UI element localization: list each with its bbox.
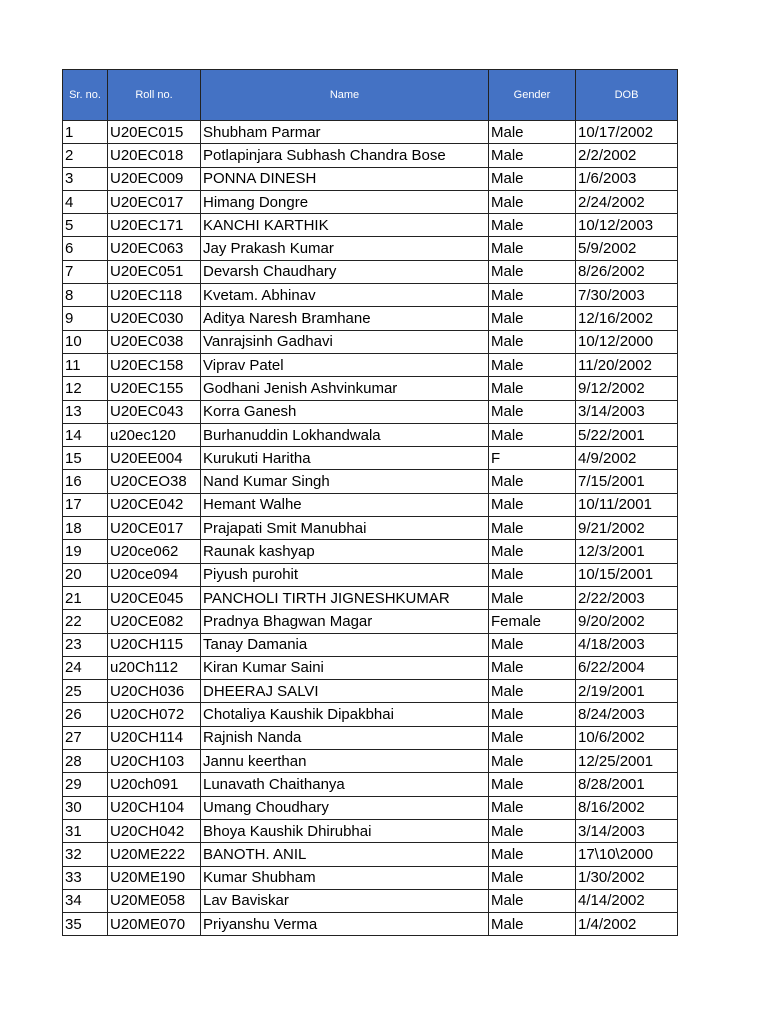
cell-sr-no: 18 (63, 517, 108, 540)
cell-sr-no: 2 (63, 144, 108, 167)
cell-gender: Male (489, 330, 576, 353)
cell-name: PANCHOLI TIRTH JIGNESHKUMAR (201, 586, 489, 609)
table-row (63, 889, 678, 912)
cell-dob: 8/16/2002 (576, 796, 678, 819)
cell-dob: 3/14/2003 (576, 819, 678, 842)
cell-roll-no: U20EC063 (108, 237, 201, 260)
cell-gender: Male (489, 214, 576, 237)
cell-name: Chotaliya Kaushik Dipakbhai (201, 703, 489, 726)
table-row (63, 796, 678, 819)
cell-roll-no: U20EC038 (108, 330, 201, 353)
cell-sr-no: 19 (63, 540, 108, 563)
table-header (63, 70, 678, 121)
table-row (63, 913, 678, 936)
cell-gender: Male (489, 144, 576, 167)
cell-sr-no: 25 (63, 680, 108, 703)
table-row (63, 377, 678, 400)
table-row (63, 423, 678, 446)
cell-sr-no: 23 (63, 633, 108, 656)
table-row (63, 750, 678, 773)
table-body (63, 121, 678, 936)
cell-dob: 8/26/2002 (576, 260, 678, 283)
cell-roll-no: U20ME058 (108, 889, 201, 912)
table-row (63, 330, 678, 353)
cell-roll-no: U20ch091 (108, 773, 201, 796)
cell-dob: 2/2/2002 (576, 144, 678, 167)
table-row (63, 517, 678, 540)
cell-dob: 9/12/2002 (576, 377, 678, 400)
table-row (63, 610, 678, 633)
table-row (63, 307, 678, 330)
cell-sr-no: 9 (63, 307, 108, 330)
cell-gender: Male (489, 750, 576, 773)
table-row (63, 237, 678, 260)
cell-sr-no: 11 (63, 353, 108, 376)
table-row (63, 843, 678, 866)
cell-name: Kvetam. Abhinav (201, 284, 489, 307)
cell-gender: Male (489, 540, 576, 563)
cell-name: Tanay Damania (201, 633, 489, 656)
cell-name: Kurukuti Haritha (201, 447, 489, 470)
cell-name: Godhani Jenish Ashvinkumar (201, 377, 489, 400)
cell-roll-no: U20CH103 (108, 750, 201, 773)
cell-sr-no: 8 (63, 284, 108, 307)
cell-dob: 2/19/2001 (576, 680, 678, 703)
cell-sr-no: 7 (63, 260, 108, 283)
cell-dob: 12/3/2001 (576, 540, 678, 563)
cell-sr-no: 31 (63, 819, 108, 842)
cell-roll-no: U20CH036 (108, 680, 201, 703)
cell-sr-no: 34 (63, 889, 108, 912)
cell-name: Raunak kashyap (201, 540, 489, 563)
cell-dob: 10/15/2001 (576, 563, 678, 586)
cell-gender: Male (489, 470, 576, 493)
cell-sr-no: 15 (63, 447, 108, 470)
table-row (63, 633, 678, 656)
cell-dob: 9/20/2002 (576, 610, 678, 633)
cell-sr-no: 26 (63, 703, 108, 726)
cell-dob: 10/12/2003 (576, 214, 678, 237)
table-row (63, 656, 678, 679)
cell-dob: 9/21/2002 (576, 517, 678, 540)
cell-dob: 4/14/2002 (576, 889, 678, 912)
table-row (63, 773, 678, 796)
cell-sr-no: 14 (63, 423, 108, 446)
header-roll-no: Roll no. (108, 70, 201, 121)
cell-dob: 7/30/2003 (576, 284, 678, 307)
cell-roll-no: U20CE042 (108, 493, 201, 516)
cell-dob: 10/12/2000 (576, 330, 678, 353)
cell-gender: F (489, 447, 576, 470)
cell-dob: 8/24/2003 (576, 703, 678, 726)
cell-roll-no: U20EC043 (108, 400, 201, 423)
cell-name: Jay Prakash Kumar (201, 237, 489, 260)
cell-dob: 2/24/2002 (576, 190, 678, 213)
cell-name: Aditya Naresh Bramhane (201, 307, 489, 330)
table-row (63, 167, 678, 190)
cell-name: Rajnish Nanda (201, 726, 489, 749)
cell-gender: Male (489, 377, 576, 400)
cell-dob: 1/4/2002 (576, 913, 678, 936)
cell-sr-no: 5 (63, 214, 108, 237)
cell-gender: Male (489, 284, 576, 307)
cell-name: Umang Choudhary (201, 796, 489, 819)
cell-roll-no: U20CEO38 (108, 470, 201, 493)
cell-dob: 11/20/2002 (576, 353, 678, 376)
cell-gender: Male (489, 563, 576, 586)
cell-name: Devarsh Chaudhary (201, 260, 489, 283)
cell-roll-no: U20EC158 (108, 353, 201, 376)
cell-roll-no: U20ce094 (108, 563, 201, 586)
table-row (63, 121, 678, 144)
header-name: Name (201, 70, 489, 121)
cell-dob: 17\10\2000 (576, 843, 678, 866)
cell-gender: Male (489, 423, 576, 446)
cell-roll-no: u20Ch112 (108, 656, 201, 679)
cell-sr-no: 24 (63, 656, 108, 679)
cell-gender: Male (489, 913, 576, 936)
cell-roll-no: U20EC171 (108, 214, 201, 237)
cell-gender: Male (489, 656, 576, 679)
cell-roll-no: U20CH042 (108, 819, 201, 842)
cell-dob: 12/16/2002 (576, 307, 678, 330)
header-row (63, 70, 678, 121)
cell-gender: Male (489, 260, 576, 283)
cell-dob: 2/22/2003 (576, 586, 678, 609)
table-row (63, 214, 678, 237)
table-row (63, 680, 678, 703)
cell-sr-no: 22 (63, 610, 108, 633)
cell-gender: Male (489, 190, 576, 213)
cell-gender: Male (489, 866, 576, 889)
cell-sr-no: 6 (63, 237, 108, 260)
cell-sr-no: 21 (63, 586, 108, 609)
student-table (62, 69, 678, 936)
cell-roll-no: U20EE004 (108, 447, 201, 470)
cell-roll-no: U20EC118 (108, 284, 201, 307)
cell-name: Himang Dongre (201, 190, 489, 213)
table-row (63, 819, 678, 842)
header-sr-no: Sr. no. (63, 70, 108, 121)
cell-roll-no: U20CE017 (108, 517, 201, 540)
cell-dob: 8/28/2001 (576, 773, 678, 796)
cell-gender: Male (489, 400, 576, 423)
cell-name: Vanrajsinh Gadhavi (201, 330, 489, 353)
cell-name: Potlapinjara Subhash Chandra Bose (201, 144, 489, 167)
cell-gender: Male (489, 517, 576, 540)
cell-name: Hemant Walhe (201, 493, 489, 516)
cell-sr-no: 3 (63, 167, 108, 190)
cell-roll-no: U20CH104 (108, 796, 201, 819)
cell-roll-no: U20ME222 (108, 843, 201, 866)
cell-gender: Male (489, 889, 576, 912)
cell-sr-no: 16 (63, 470, 108, 493)
cell-gender: Male (489, 586, 576, 609)
cell-name: Prajapati Smit Manubhai (201, 517, 489, 540)
cell-name: Viprav Patel (201, 353, 489, 376)
cell-name: Kiran Kumar Saini (201, 656, 489, 679)
cell-roll-no: U20ce062 (108, 540, 201, 563)
table-row (63, 144, 678, 167)
cell-sr-no: 28 (63, 750, 108, 773)
cell-gender: Male (489, 633, 576, 656)
cell-roll-no: U20CH114 (108, 726, 201, 749)
cell-sr-no: 17 (63, 493, 108, 516)
cell-gender: Male (489, 167, 576, 190)
cell-roll-no: U20CE045 (108, 586, 201, 609)
cell-dob: 5/22/2001 (576, 423, 678, 446)
cell-gender: Male (489, 819, 576, 842)
cell-name: DHEERAJ SALVI (201, 680, 489, 703)
table-row (63, 284, 678, 307)
cell-roll-no: U20EC030 (108, 307, 201, 330)
cell-sr-no: 27 (63, 726, 108, 749)
table-row (63, 563, 678, 586)
cell-roll-no: U20CH072 (108, 703, 201, 726)
table-row (63, 703, 678, 726)
cell-name: PONNA DINESH (201, 167, 489, 190)
cell-sr-no: 1 (63, 121, 108, 144)
cell-name: Jannu keerthan (201, 750, 489, 773)
cell-gender: Male (489, 353, 576, 376)
cell-name: KANCHI KARTHIK (201, 214, 489, 237)
table-row (63, 260, 678, 283)
cell-name: Priyanshu Verma (201, 913, 489, 936)
cell-name: Pradnya Bhagwan Magar (201, 610, 489, 633)
table-row (63, 726, 678, 749)
cell-name: Bhoya Kaushik Dhirubhai (201, 819, 489, 842)
table-row (63, 493, 678, 516)
cell-name: Lunavath Chaithanya (201, 773, 489, 796)
cell-sr-no: 20 (63, 563, 108, 586)
cell-dob: 6/22/2004 (576, 656, 678, 679)
cell-dob: 12/25/2001 (576, 750, 678, 773)
cell-roll-no: U20EC009 (108, 167, 201, 190)
cell-roll-no: U20EC051 (108, 260, 201, 283)
cell-name: BANOTH. ANIL (201, 843, 489, 866)
cell-dob: 5/9/2002 (576, 237, 678, 260)
cell-sr-no: 29 (63, 773, 108, 796)
cell-dob: 1/6/2003 (576, 167, 678, 190)
cell-gender: Male (489, 843, 576, 866)
cell-dob: 10/11/2001 (576, 493, 678, 516)
table-row (63, 540, 678, 563)
cell-dob: 7/15/2001 (576, 470, 678, 493)
cell-sr-no: 12 (63, 377, 108, 400)
cell-sr-no: 10 (63, 330, 108, 353)
cell-dob: 1/30/2002 (576, 866, 678, 889)
cell-dob: 10/17/2002 (576, 121, 678, 144)
cell-name: Kumar Shubham (201, 866, 489, 889)
cell-roll-no: U20ME190 (108, 866, 201, 889)
cell-gender: Male (489, 796, 576, 819)
table-row (63, 190, 678, 213)
cell-sr-no: 33 (63, 866, 108, 889)
cell-gender: Male (489, 307, 576, 330)
cell-name: Burhanuddin Lokhandwala (201, 423, 489, 446)
table-row (63, 447, 678, 470)
cell-roll-no: U20ME070 (108, 913, 201, 936)
cell-gender: Female (489, 610, 576, 633)
cell-gender: Male (489, 493, 576, 516)
cell-roll-no: u20ec120 (108, 423, 201, 446)
cell-sr-no: 13 (63, 400, 108, 423)
cell-roll-no: U20EC017 (108, 190, 201, 213)
cell-dob: 10/6/2002 (576, 726, 678, 749)
cell-name: Nand Kumar Singh (201, 470, 489, 493)
cell-dob: 4/9/2002 (576, 447, 678, 470)
table-row (63, 586, 678, 609)
cell-roll-no: U20EC015 (108, 121, 201, 144)
cell-sr-no: 30 (63, 796, 108, 819)
cell-gender: Male (489, 703, 576, 726)
table-row (63, 353, 678, 376)
cell-sr-no: 35 (63, 913, 108, 936)
cell-gender: Male (489, 773, 576, 796)
cell-gender: Male (489, 121, 576, 144)
cell-roll-no: U20EC155 (108, 377, 201, 400)
cell-roll-no: U20CE082 (108, 610, 201, 633)
cell-name: Piyush purohit (201, 563, 489, 586)
cell-name: Lav Baviskar (201, 889, 489, 912)
cell-gender: Male (489, 237, 576, 260)
cell-gender: Male (489, 680, 576, 703)
cell-gender: Male (489, 726, 576, 749)
table-row (63, 400, 678, 423)
cell-sr-no: 32 (63, 843, 108, 866)
cell-name: Shubham Parmar (201, 121, 489, 144)
cell-roll-no: U20CH115 (108, 633, 201, 656)
header-dob: DOB (576, 70, 678, 121)
cell-sr-no: 4 (63, 190, 108, 213)
cell-name: Korra Ganesh (201, 400, 489, 423)
table-row (63, 866, 678, 889)
table-row (63, 470, 678, 493)
cell-dob: 3/14/2003 (576, 400, 678, 423)
header-gender: Gender (489, 70, 576, 121)
cell-dob: 4/18/2003 (576, 633, 678, 656)
cell-roll-no: U20EC018 (108, 144, 201, 167)
